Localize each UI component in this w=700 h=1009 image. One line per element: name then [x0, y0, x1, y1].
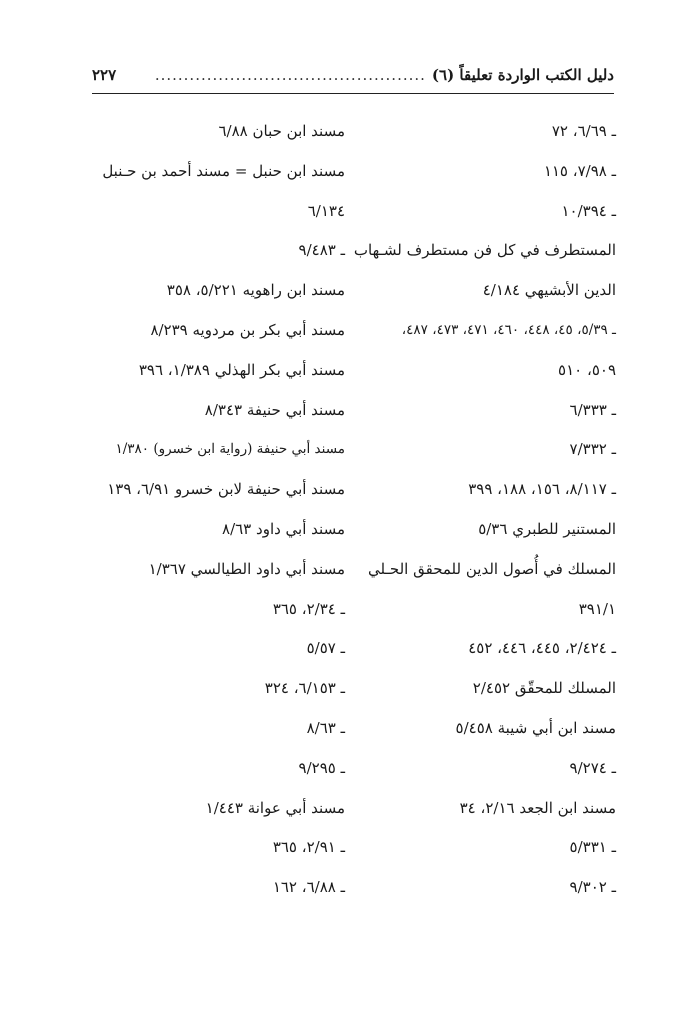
index-line: مسند ابن حنبل = مسند أحمد بن حـنبل — [102, 161, 345, 180]
index-line: مسند أبي بكر بن مردويه ٨/٢٣٩ — [150, 320, 345, 339]
index-line: ـ ١٠/٣٩٤ — [561, 201, 616, 220]
index-line: ـ ٢/٤٢٤، ٤٤٥، ٤٤٦، ٤٥٢ — [468, 639, 616, 658]
header-title: دليل الكتب الواردة تعليقاً (٦) — [431, 66, 614, 84]
index-line: مسند أبي داود الطيالسي ١/٣٦٧ — [148, 559, 345, 578]
index-line: مسند أبي بكر الهذلي ١/٣٨٩، ٣٩٦ — [138, 360, 345, 379]
index-line: ٦/١٣٤ — [307, 201, 345, 220]
index-line: مسند أبي حنيفة (رواية ابن خسرو) ١/٣٨٠ — [115, 441, 345, 458]
index-line: المستنير للطبري ٥/٣٦ — [478, 519, 616, 538]
index-line: ـ ٨/١١٧، ١٥٦، ١٨٨، ٣٩٩ — [468, 480, 616, 499]
index-line: ٥٠٩، ٥١٠ — [558, 360, 616, 379]
index-column-left — [83, 110, 345, 906]
index-line: ـ ٥/٥٧ — [306, 639, 345, 658]
index-line: ـ ٨/٦٣ — [306, 718, 345, 737]
index-line: ـ ٧/٩٨، ١١٥ — [543, 161, 616, 180]
index-line: ـ ٦/٦٩، ٧٢ — [551, 122, 616, 140]
index-line: ـ ٩/٢٧٤ — [569, 758, 616, 777]
index-line: المستطرف في كل فن مستطرف لشـهاب — [353, 241, 616, 260]
index-line: ـ ٦/٣٣٣ — [569, 400, 616, 419]
header-divider — [92, 93, 614, 94]
index-line: ـ ٥/٣٣١ — [569, 838, 616, 857]
index-column-right — [353, 110, 616, 906]
index-line: ـ ٩/٣٠٢ — [569, 878, 616, 897]
index-line: المسلك للمحقّق ٢/٤٥٢ — [472, 679, 616, 698]
index-line: مسند ابن الجعد ٢/١٦، ٣٤ — [459, 798, 616, 817]
index-line: مسند ابن أبي شيبة ٥/٤٥٨ — [455, 718, 616, 737]
index-line: ـ ٩/٤٨٣ — [298, 241, 345, 260]
page-number: ٢٢٧ — [92, 66, 117, 84]
index-line: ـ ٩/٢٩٥ — [298, 758, 345, 777]
index-line: ـ ٦/١٥٣، ٣٢٤ — [264, 679, 345, 698]
index-line: ـ ٥/٣٩، ٤٥، ٤٤٨، ٤٦٠، ٤٧١، ٤٧٣، ٤٨٧، — [401, 321, 616, 338]
index-line: مسند أبي داود ٨/٦٣ — [222, 519, 345, 538]
index-line: مسند أبي حنيفة لابن خسرو ٦/٩١، ١٣٩ — [107, 480, 345, 499]
running-header — [92, 62, 614, 88]
index-line: مسند ابن راهويه ٥/٢٢١، ٣٥٨ — [166, 281, 345, 300]
index-line: ـ ٦/٨٨، ١٦٢ — [272, 878, 345, 897]
index-line: ٣٩١/١ — [578, 599, 616, 618]
index-line: مسند أبي حنيفة ٨/٣٤٣ — [204, 400, 345, 419]
index-line: مسند ابن حبان ٦/٨٨ — [218, 122, 345, 140]
index-line: ـ ٢/٣٤، ٣٦٥ — [272, 599, 345, 618]
index-line: ـ ٧/٣٣٢ — [569, 440, 616, 459]
index-line: مسند أبي عوانة ١/٤٤٣ — [205, 798, 345, 817]
index-line: ـ ٢/٩١، ٣٦٥ — [272, 838, 345, 857]
index-line: الدين الأبشيهي ٤/١٨٤ — [482, 281, 616, 300]
header-leader-dots: ............................................... — [154, 66, 426, 84]
index-line: المسلك في أُصول الدين للمحقق الحـلي — [368, 559, 616, 578]
